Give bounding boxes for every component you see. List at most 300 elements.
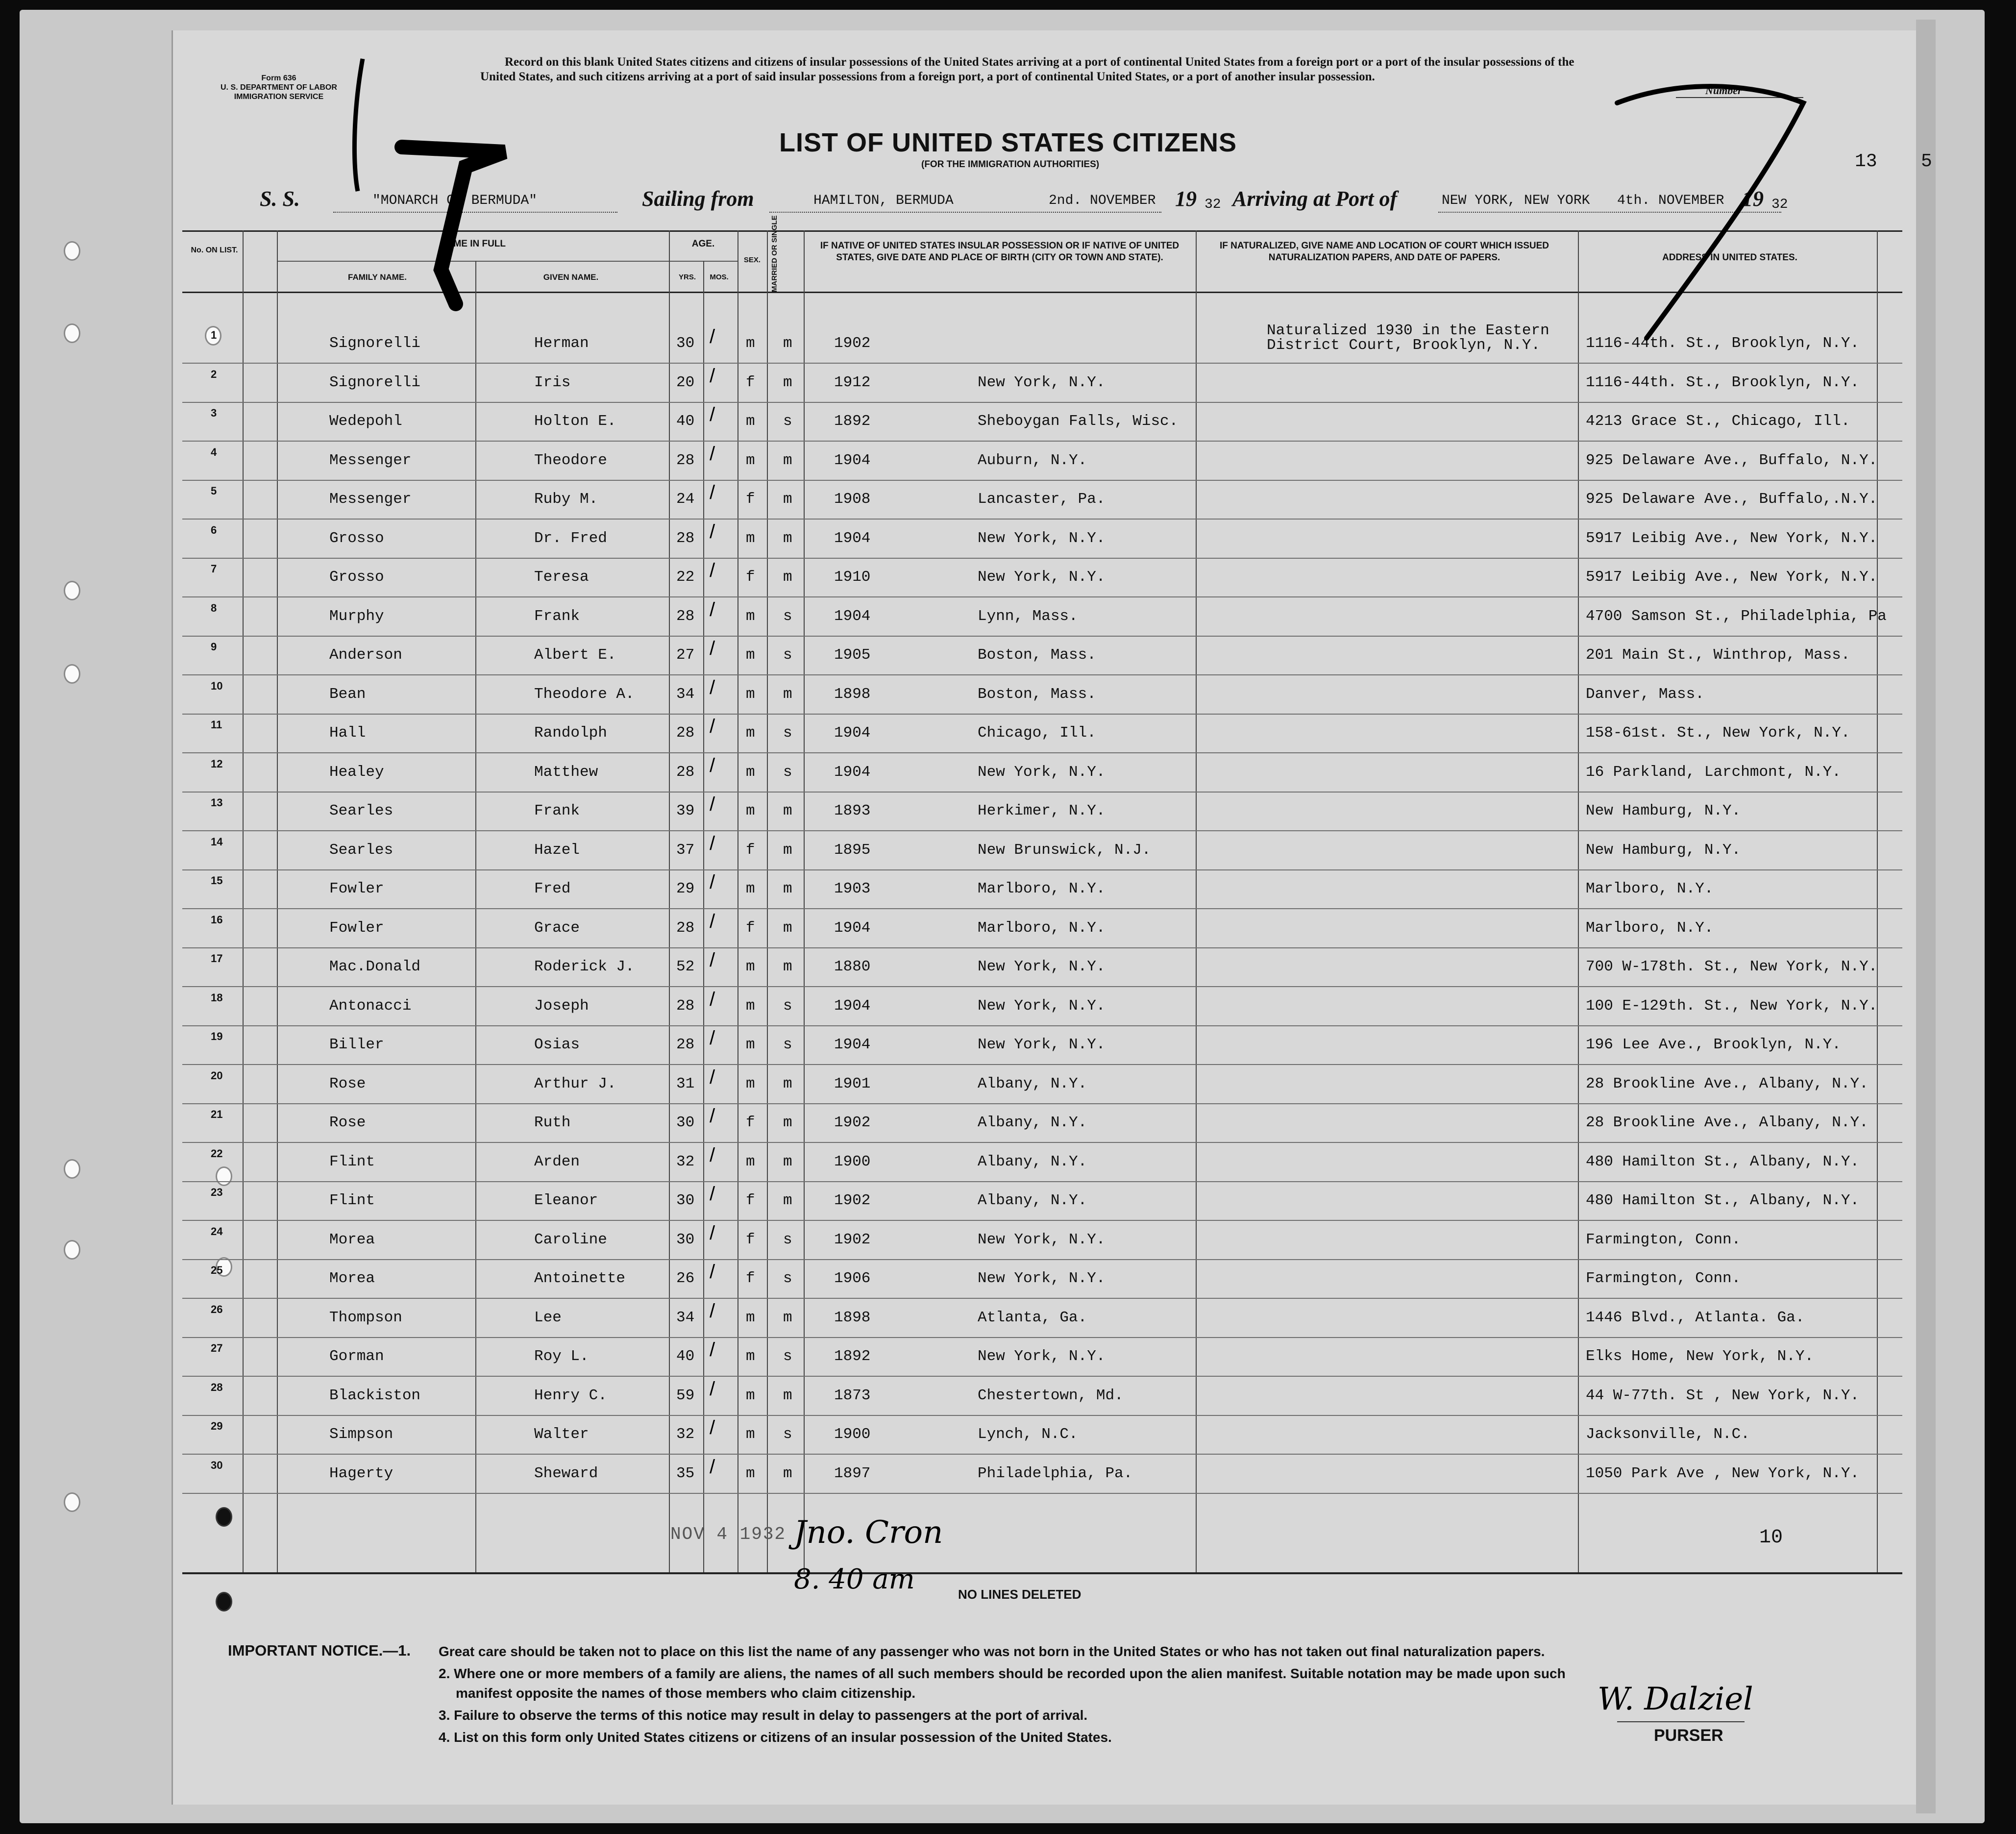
address: Farmington, Conn.	[1586, 1270, 1741, 1287]
family-name: Messenger	[329, 491, 412, 508]
sex: m	[746, 997, 755, 1015]
birth-year: 1910	[834, 569, 871, 586]
notice-4: 4. List on this form only United States citizens or citizens of an insular possession of the United States.	[439, 1730, 1112, 1745]
birth-year: 1897	[834, 1465, 871, 1482]
row-rule	[182, 908, 1902, 909]
age-years: 40	[676, 1348, 695, 1365]
address: Farmington, Conn.	[1586, 1231, 1741, 1248]
family-name: Searles	[329, 802, 393, 819]
birth-year: 1898	[834, 686, 871, 703]
address: 700 W-178th. St., New York, N.Y.	[1586, 958, 1878, 975]
age-years: 30	[676, 1114, 695, 1131]
row-number: 9	[211, 641, 217, 653]
address: Marlboro, N.Y.	[1586, 880, 1714, 897]
handwritten-17-mark	[343, 39, 549, 314]
sex: f	[746, 1114, 755, 1131]
row-number: 30	[211, 1459, 223, 1471]
birth-place: New York, N.Y.	[978, 1036, 1106, 1053]
address: 16 Parkland, Larchmont, N.Y.	[1586, 764, 1841, 781]
table-row	[182, 871, 1902, 911]
sex: f	[746, 1270, 755, 1287]
row-number: 19	[211, 1030, 223, 1042]
age-years: 40	[676, 413, 695, 430]
family-name: Bean	[329, 686, 366, 703]
row-number: 22	[211, 1147, 223, 1160]
birth-year: 1904	[834, 919, 871, 937]
family-name: Rose	[329, 1075, 366, 1092]
row-number: 15	[211, 874, 223, 887]
inspection-check-mark: /	[710, 404, 715, 425]
marital-status: s	[783, 1231, 792, 1248]
arriving-label: Arriving at Port of	[1232, 187, 1398, 211]
row-number: 17	[211, 952, 223, 965]
address: 5917 Leibig Ave., New York, N.Y.	[1586, 530, 1878, 547]
address: 4213 Grace St., Chicago, Ill.	[1586, 413, 1850, 430]
sex: m	[746, 724, 755, 742]
row-number: 28	[211, 1381, 223, 1393]
inspection-check-mark: /	[710, 949, 715, 971]
marital-status: m	[783, 1192, 792, 1209]
department: U. S. DEPARTMENT OF LABOR	[221, 83, 337, 92]
birth-year: 1902	[834, 1231, 871, 1248]
marital-status: s	[783, 1426, 792, 1443]
marital-status: m	[783, 880, 792, 897]
row-number: 18	[211, 991, 223, 1004]
arrival-time: 8. 40 am	[794, 1563, 915, 1595]
family-name: Murphy	[329, 608, 384, 625]
address: 201 Main St., Winthrop, Mass.	[1586, 646, 1850, 664]
birth-place: Albany, N.Y.	[978, 1075, 1087, 1092]
age-years: 27	[676, 646, 695, 664]
family-name: Rose	[329, 1114, 366, 1131]
row-number: 23	[211, 1186, 223, 1198]
age-years: 34	[676, 686, 695, 703]
given-name: Theodore A.	[534, 686, 635, 703]
given-name: Sheward	[534, 1465, 598, 1482]
row-rule	[182, 947, 1902, 948]
age-years: 31	[676, 1075, 695, 1092]
handwritten-7-mark	[1607, 74, 1833, 348]
birth-place: Chestertown, Md.	[978, 1387, 1124, 1404]
given-name: Joseph	[534, 997, 589, 1015]
header-address: ADDRESS IN UNITED STATES.	[1662, 252, 1797, 263]
family-name: Antonacci	[329, 997, 412, 1015]
birth-year: 1904	[834, 997, 871, 1015]
address: 1446 Blvd., Atlanta. Ga.	[1586, 1309, 1805, 1326]
header-no: No. ON LIST.	[191, 246, 238, 254]
marital-status: m	[783, 491, 792, 508]
birth-place: Boston, Mass.	[978, 686, 1096, 703]
table-row	[182, 443, 1902, 482]
birth-year: 1905	[834, 646, 871, 664]
family-name: Morea	[329, 1270, 375, 1287]
row-rule	[182, 714, 1902, 715]
row-rule	[182, 441, 1902, 442]
inspection-check-mark: /	[710, 1378, 715, 1400]
marital-status: m	[783, 686, 792, 703]
row-number: 4	[211, 446, 217, 458]
notice-1: Great care should be taken not to place on this list the name of any passenger who was not born in the United States or who has not taken out final naturalization papers.	[439, 1644, 1545, 1659]
address: 1116-44th. St., Brooklyn, N.Y.	[1586, 335, 1860, 352]
given-name: Ruth	[534, 1114, 571, 1131]
given-name: Ruby M.	[534, 491, 598, 508]
birth-place: New York, N.Y.	[978, 374, 1106, 391]
birth-place: Auburn, N.Y.	[978, 452, 1087, 469]
age-years: 28	[676, 764, 695, 781]
birth-place: New York, N.Y.	[978, 764, 1106, 781]
table-row	[182, 1027, 1902, 1066]
family-name: Mac.Donald	[329, 958, 421, 975]
birth-year: 1912	[834, 374, 871, 391]
row-number: 27	[211, 1342, 223, 1354]
arriving-year-prefix: 19	[1742, 187, 1764, 211]
row-number: 7	[211, 563, 217, 575]
family-name: Messenger	[329, 452, 412, 469]
row-rule	[182, 1025, 1902, 1026]
given-name: Antoinette	[534, 1270, 626, 1287]
header-age: AGE.	[691, 239, 715, 249]
table-row	[182, 755, 1902, 794]
inspection-check-mark: /	[710, 1222, 715, 1244]
table-row	[182, 560, 1902, 599]
birth-place: Boston, Mass.	[978, 646, 1096, 664]
address: 158-61st. St., New York, N.Y.	[1586, 724, 1850, 742]
address: 28 Brookline Ave., Albany, N.Y.	[1586, 1075, 1868, 1092]
given-name: Matthew	[534, 764, 598, 781]
birth-place: New York, N.Y.	[978, 997, 1106, 1015]
inspection-check-mark: /	[710, 871, 715, 893]
given-name: Holton E.	[534, 413, 616, 430]
table-row	[182, 949, 1902, 989]
sex: m	[746, 646, 755, 664]
birth-year: 1902	[834, 1114, 871, 1131]
row-rule	[182, 558, 1902, 559]
sex: m	[746, 1426, 755, 1443]
given-name: Albert E.	[534, 646, 616, 664]
inspection-check-mark: /	[710, 599, 715, 620]
inspection-check-mark: /	[710, 755, 715, 776]
row-number: 8	[211, 602, 217, 614]
sex: f	[746, 1192, 755, 1209]
marital-status: m	[783, 802, 792, 819]
given-name: Osias	[534, 1036, 580, 1053]
sex: m	[746, 335, 755, 352]
record-instructions: Record on this blank United States citizens and citizens of insular possessions of the United States arriving at a port of continental United States from a foreign port or a port of the insular possessions of the United States, and such citizens arriving at a port of said insular possessions from a foreign port, a port of continental United States, or a port of another insular possession.	[480, 55, 1574, 83]
marital-status: m	[783, 1153, 792, 1170]
given-name: Lee	[534, 1309, 562, 1326]
notice-2-cont: manifest opposite the names of those members who claim citizenship.	[456, 1685, 916, 1701]
marital-status: m	[783, 1465, 792, 1482]
table-row	[182, 1183, 1902, 1222]
header-name-in-full: NAME IN FULL	[440, 239, 506, 249]
table-row	[182, 1105, 1902, 1144]
header-yrs: YRS.	[678, 273, 696, 281]
given-name: Herman	[534, 335, 589, 352]
sex: m	[746, 1036, 755, 1053]
table-row	[182, 1300, 1902, 1339]
binder-hole	[64, 323, 80, 343]
row-number: 16	[211, 914, 223, 926]
sailing-line	[769, 212, 1161, 213]
birth-year: 1898	[834, 1309, 871, 1326]
family-name: Wedepohl	[329, 413, 402, 430]
age-years: 34	[676, 1309, 695, 1326]
given-name: Caroline	[534, 1231, 607, 1248]
inspection-check-mark: /	[710, 911, 715, 932]
family-name: Hall	[329, 724, 366, 742]
inspection-check-mark: /	[710, 1456, 715, 1478]
given-name: Arden	[534, 1153, 580, 1170]
birth-place: Albany, N.Y.	[978, 1192, 1087, 1209]
marital-status: m	[783, 374, 792, 391]
birth-year: 1902	[834, 335, 871, 352]
address: Marlboro, N.Y.	[1586, 919, 1714, 937]
given-name: Teresa	[534, 569, 589, 586]
row-rule	[182, 792, 1902, 793]
naturalization-line-1: Naturalized 1930 in the Eastern	[1267, 322, 1549, 339]
inspection-check-mark: /	[710, 1183, 715, 1205]
birth-place: Marlboro, N.Y.	[978, 880, 1106, 897]
table-row	[182, 1261, 1902, 1300]
given-name: Grace	[534, 919, 580, 937]
sex: m	[746, 413, 755, 430]
family-name: Flint	[329, 1153, 375, 1170]
table-row	[182, 521, 1902, 560]
birth-year: 1892	[834, 413, 871, 430]
birth-year: 1895	[834, 842, 871, 859]
sex: m	[746, 764, 755, 781]
marital-status: s	[783, 413, 792, 430]
sex: f	[746, 374, 755, 391]
inspection-check-mark: /	[710, 482, 715, 503]
sailing-year-prefix: 19	[1175, 187, 1197, 211]
inspection-check-mark: /	[710, 1339, 715, 1361]
table-bottom-rule	[182, 1572, 1902, 1574]
age-years: 35	[676, 1465, 695, 1482]
marital-status: m	[783, 335, 792, 352]
age-years: 20	[676, 374, 695, 391]
given-name: Iris	[534, 374, 571, 391]
birth-year: 1908	[834, 491, 871, 508]
family-name: Anderson	[329, 646, 402, 664]
inspection-check-mark: /	[710, 989, 715, 1010]
birth-place: Chicago, Ill.	[978, 724, 1096, 742]
row-number: 21	[211, 1108, 223, 1120]
birth-year: 1904	[834, 724, 871, 742]
sex: f	[746, 842, 755, 859]
given-name: Roderick J.	[534, 958, 635, 975]
marital-status: m	[783, 1387, 792, 1404]
family-name: Blackiston	[329, 1387, 421, 1404]
row-number: 2	[211, 368, 217, 380]
family-name: Healey	[329, 764, 384, 781]
age-years: 26	[676, 1270, 695, 1287]
header-mos: MOS.	[710, 273, 729, 281]
age-years: 28	[676, 1036, 695, 1053]
sex: f	[746, 569, 755, 586]
row-number: 20	[211, 1069, 223, 1082]
address: 480 Hamilton St., Albany, N.Y.	[1586, 1192, 1860, 1209]
row-number: 26	[211, 1303, 223, 1315]
address: Elks Home, New York, N.Y.	[1586, 1348, 1814, 1365]
inspection-check-mark: /	[710, 716, 715, 737]
birth-place: Herkimer, N.Y.	[978, 802, 1106, 819]
marital-status: m	[783, 1309, 792, 1326]
family-name: Grosso	[329, 530, 384, 547]
row-rule	[182, 674, 1902, 675]
row-number: 24	[211, 1225, 223, 1238]
age-years: 32	[676, 1426, 695, 1443]
row-number: 25	[211, 1264, 223, 1276]
birth-year: 1904	[834, 608, 871, 625]
page-number: 13	[1855, 151, 1877, 172]
sex: m	[746, 530, 755, 547]
row-rule	[182, 1220, 1902, 1221]
no-lines-deleted: NO LINES DELETED	[958, 1587, 1082, 1602]
row-rule	[182, 1337, 1902, 1338]
age-years: 30	[676, 335, 695, 352]
header-married-single: MARRIED OR SINGLE	[770, 215, 779, 292]
age-years: 30	[676, 1231, 695, 1248]
inspection-check-mark: /	[710, 560, 715, 581]
address: 925 Delaware Ave., Buffalo,.N.Y.	[1586, 491, 1878, 508]
birth-year: 1873	[834, 1387, 871, 1404]
birth-year: 1892	[834, 1348, 871, 1365]
inspection-check-mark: /	[710, 1417, 715, 1438]
birth-year: 1900	[834, 1153, 871, 1170]
address: 5917 Leibig Ave., New York, N.Y.	[1586, 569, 1878, 586]
header-naturalized: IF NATURALIZED, GIVE NAME AND LOCATION OF COURT WHICH ISSUED NATURALIZATION PAPERS, AND DATE OF PAPERS.	[1219, 241, 1549, 263]
row-number: 14	[211, 836, 223, 848]
age-years: 28	[676, 530, 695, 547]
table-row	[182, 404, 1902, 443]
age-years: 28	[676, 724, 695, 742]
notice-2: 2. Where one or more members of a family are aliens, the names of all such members should be recorded upon the alien manifest. Suitable notation may be made upon such	[439, 1666, 1566, 1681]
family-name: Grosso	[329, 569, 384, 586]
row-number: 29	[211, 1420, 223, 1432]
age-years: 37	[676, 842, 695, 859]
binder-hole	[64, 664, 80, 684]
inspection-check-mark: /	[710, 1066, 715, 1088]
inspection-check-mark: /	[710, 833, 715, 854]
age-years: 22	[676, 569, 695, 586]
birth-year: 1900	[834, 1426, 871, 1443]
sex: m	[746, 1387, 755, 1404]
marital-status: m	[783, 842, 792, 859]
family-name: Searles	[329, 842, 393, 859]
age-years: 29	[676, 880, 695, 897]
marital-status: m	[783, 1114, 792, 1131]
row-rule	[182, 363, 1902, 364]
sex: m	[746, 1075, 755, 1092]
inspection-check-mark: /	[710, 443, 715, 465]
purser-label: PURSER	[1654, 1726, 1723, 1745]
birth-year: 1906	[834, 1270, 871, 1287]
sex: f	[746, 1231, 755, 1248]
birth-place: New York, N.Y.	[978, 1231, 1106, 1248]
row-rule	[182, 480, 1902, 481]
birth-place: New York, N.Y.	[978, 958, 1106, 975]
birth-year: 1902	[834, 1192, 871, 1209]
row-rule	[182, 1259, 1902, 1260]
row-number: 10	[211, 680, 223, 692]
row-rule	[182, 830, 1902, 831]
row-rule	[182, 1376, 1902, 1377]
birth-place: Albany, N.Y.	[978, 1153, 1087, 1170]
address: 480 Hamilton St., Albany, N.Y.	[1586, 1153, 1860, 1170]
family-name: Flint	[329, 1192, 375, 1209]
address: 100 E-129th. St., New York, N.Y.	[1586, 997, 1878, 1015]
binder-hole	[216, 1507, 232, 1527]
given-name: Frank	[534, 608, 580, 625]
address: Jacksonville, N.C.	[1586, 1426, 1750, 1443]
row-number: 1	[211, 329, 217, 341]
inspection-check-mark: /	[710, 1105, 715, 1127]
birth-year: 1903	[834, 880, 871, 897]
form-number: Form 636	[261, 74, 296, 82]
table-row	[182, 1144, 1902, 1184]
birth-year: 1901	[834, 1075, 871, 1092]
number-label: Number	[1705, 84, 1742, 97]
birth-year: 1880	[834, 958, 871, 975]
sailing-date: 2nd. NOVEMBER	[1049, 193, 1156, 208]
row-rule	[182, 1454, 1902, 1455]
row-number: 6	[211, 524, 217, 536]
row-rule	[182, 519, 1902, 520]
family-name: Fowler	[329, 880, 384, 897]
inspection-check-mark: /	[710, 365, 715, 387]
table-row	[182, 1456, 1902, 1495]
birth-place: Lancaster, Pa.	[978, 491, 1106, 508]
age-years: 59	[676, 1387, 695, 1404]
table-row	[182, 989, 1902, 1028]
marital-status: s	[783, 997, 792, 1015]
birth-year: 1904	[834, 764, 871, 781]
header-sex: SEX.	[743, 256, 761, 264]
inspection-check-mark: /	[710, 793, 715, 815]
marital-status: s	[783, 608, 792, 625]
row-number: 3	[211, 407, 217, 419]
row-rule	[182, 752, 1902, 753]
family-name: Morea	[329, 1231, 375, 1248]
marital-status: m	[783, 1075, 792, 1092]
given-name: Dr. Fred	[534, 530, 607, 547]
sex: m	[746, 686, 755, 703]
marital-status: s	[783, 764, 792, 781]
header-given-name: GIVEN NAME.	[543, 273, 599, 282]
row-rule	[182, 1298, 1902, 1299]
sex: m	[746, 1348, 755, 1365]
age-years: 32	[676, 1153, 695, 1170]
marital-status: m	[783, 452, 792, 469]
arriving-port: NEW YORK, NEW YORK	[1442, 193, 1590, 208]
marital-status: s	[783, 1036, 792, 1053]
row-rule	[182, 636, 1902, 637]
address: New Hamburg, N.Y.	[1586, 802, 1741, 819]
binder-hole	[64, 1159, 80, 1179]
birth-place: New York, N.Y.	[978, 530, 1106, 547]
row-number: 5	[211, 485, 217, 497]
row-rule	[182, 1142, 1902, 1143]
marital-status: m	[783, 919, 792, 937]
birth-place: New York, N.Y.	[978, 1270, 1106, 1287]
page-title: LIST OF UNITED STATES CITIZENS	[779, 128, 1237, 157]
given-name: Henry C.	[534, 1387, 607, 1404]
family-name: Biller	[329, 1036, 384, 1053]
table-row	[182, 793, 1902, 833]
table-row	[182, 1222, 1902, 1262]
given-name: Arthur J.	[534, 1075, 616, 1092]
